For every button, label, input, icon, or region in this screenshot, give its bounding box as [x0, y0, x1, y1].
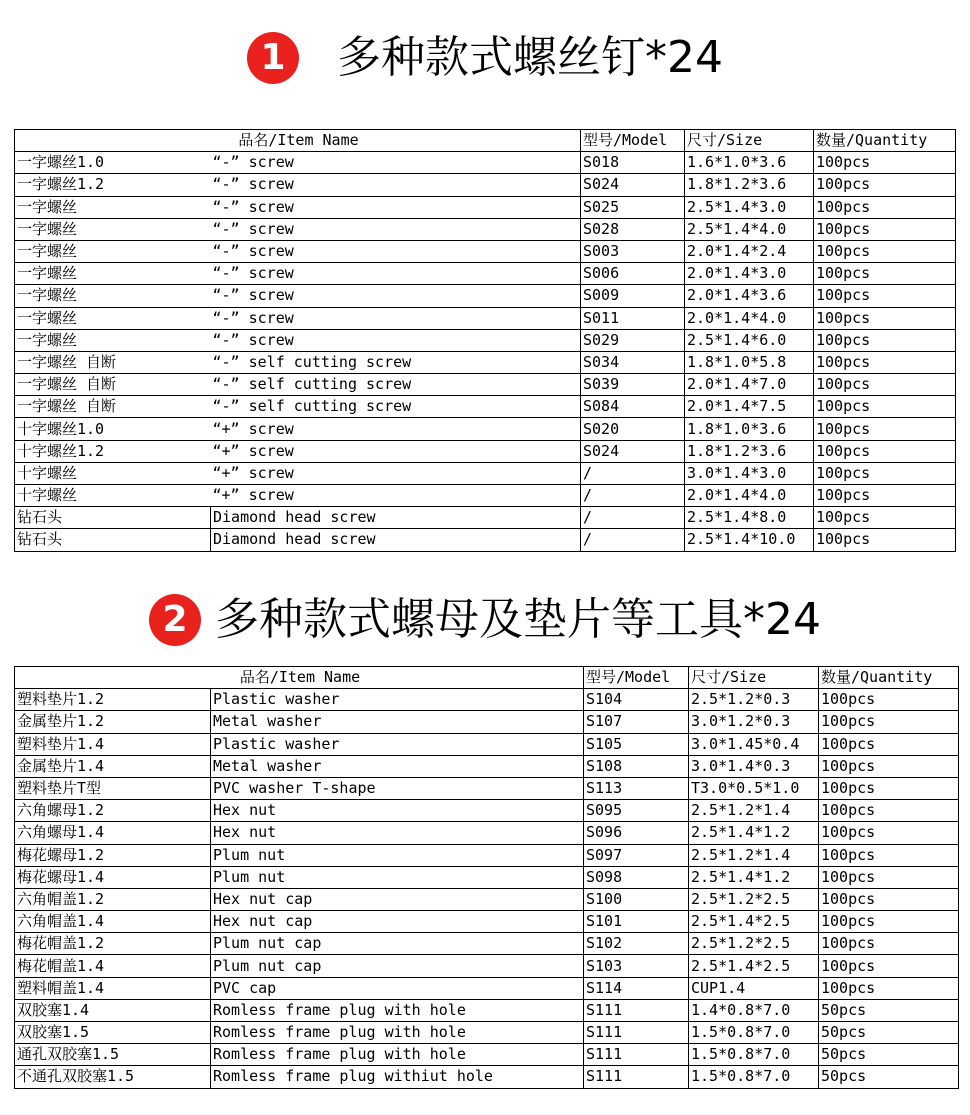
- cell-model: S111: [584, 999, 689, 1021]
- cell-size: 1.8*1.0*5.8: [685, 351, 814, 373]
- cell-size: 2.5*1.2*1.4: [689, 844, 819, 866]
- cell-name-en: Hex nut: [211, 822, 584, 844]
- cell-quantity: 100pcs: [819, 822, 959, 844]
- cell-name-cn: 十字螺丝: [15, 462, 211, 484]
- cell-model: S034: [581, 351, 685, 373]
- table-row: [15, 240, 956, 262]
- cell-name-en: Romless frame plug withiut hole: [211, 1066, 584, 1088]
- cell-name-cn: 塑料帽盖1.4: [15, 977, 211, 999]
- table-row: [15, 351, 956, 373]
- section2-number-badge: 2: [149, 594, 201, 646]
- cell-name-cn: 一字螺丝: [15, 263, 211, 285]
- cell-size: 3.0*1.45*0.4: [689, 733, 819, 755]
- cell-name-cn: 十字螺丝1.2: [15, 440, 211, 462]
- cell-name-en: “-” screw: [211, 152, 581, 174]
- cell-quantity: 100pcs: [814, 218, 956, 240]
- cell-size: 2.0*1.4*7.0: [685, 374, 814, 396]
- cell-name-cn: 六角螺母1.2: [15, 800, 211, 822]
- cell-name-cn: 金属垫片1.2: [15, 711, 211, 733]
- cell-quantity: 100pcs: [819, 955, 959, 977]
- cell-name-en: “+” screw: [211, 418, 581, 440]
- table-row: [15, 733, 959, 755]
- cell-name-en: “+” screw: [211, 485, 581, 507]
- cell-size: 2.5*1.4*2.5: [689, 911, 819, 933]
- table-row: [15, 329, 956, 351]
- cell-name-en: “-” screw: [211, 285, 581, 307]
- cell-model: S039: [581, 374, 685, 396]
- cell-name-en: “+” screw: [211, 440, 581, 462]
- table-row: [15, 977, 959, 999]
- cell-name-en: “-” screw: [211, 240, 581, 262]
- cell-model: S024: [581, 174, 685, 196]
- cell-name-en: Romless frame plug with hole: [211, 1044, 584, 1066]
- cell-name-en: Metal washer: [211, 755, 584, 777]
- cell-size: 3.0*1.4*3.0: [685, 462, 814, 484]
- table-row: [15, 755, 959, 777]
- cell-name-en: Plum nut: [211, 844, 584, 866]
- cell-name-en: Hex nut: [211, 800, 584, 822]
- header-item-name: 品名/Item Name: [15, 130, 581, 152]
- cell-model: S011: [581, 307, 685, 329]
- cell-quantity: 100pcs: [814, 263, 956, 285]
- cell-name-cn: 塑料垫片1.2: [15, 689, 211, 711]
- cell-model: S113: [584, 777, 689, 799]
- cell-model: S024: [581, 440, 685, 462]
- cell-quantity: 100pcs: [814, 440, 956, 462]
- cell-quantity: 50pcs: [819, 1022, 959, 1044]
- cell-name-cn: 一字螺丝: [15, 240, 211, 262]
- cell-model: S097: [584, 844, 689, 866]
- cell-name-cn: 钻石头: [15, 529, 211, 551]
- cell-model: S025: [581, 196, 685, 218]
- cell-size: 2.0*1.4*4.0: [685, 485, 814, 507]
- cell-size: 2.5*1.2*2.5: [689, 888, 819, 910]
- cell-model: S100: [584, 888, 689, 910]
- cell-model: S108: [584, 755, 689, 777]
- table-row: [15, 711, 959, 733]
- table-row: [15, 440, 956, 462]
- table-row: [15, 196, 956, 218]
- cell-size: 2.5*1.2*2.5: [689, 933, 819, 955]
- cell-name-en: Romless frame plug with hole: [211, 1022, 584, 1044]
- cell-size: 1.4*0.8*7.0: [689, 999, 819, 1021]
- cell-name-cn: 一字螺丝: [15, 329, 211, 351]
- table-row: [15, 888, 959, 910]
- cell-name-cn: 不通孔双胶塞1.5: [15, 1066, 211, 1088]
- table-row: [15, 955, 959, 977]
- cell-size: 2.0*1.4*2.4: [685, 240, 814, 262]
- cell-name-cn: 钻石头: [15, 507, 211, 529]
- cell-quantity: 100pcs: [814, 152, 956, 174]
- table-row: [15, 485, 956, 507]
- cell-name-en: “-” screw: [211, 307, 581, 329]
- cell-name-en: “-” self cutting screw: [211, 396, 581, 418]
- cell-size: T3.0*0.5*1.0: [689, 777, 819, 799]
- cell-size: 2.5*1.4*1.2: [689, 822, 819, 844]
- cell-quantity: 100pcs: [814, 374, 956, 396]
- cell-model: /: [581, 485, 685, 507]
- cell-size: 2.0*1.4*7.5: [685, 396, 814, 418]
- cell-model: S101: [584, 911, 689, 933]
- cell-size: 1.8*1.2*3.6: [685, 440, 814, 462]
- cell-quantity: 100pcs: [819, 777, 959, 799]
- table-row: [15, 263, 956, 285]
- cell-quantity: 100pcs: [814, 351, 956, 373]
- cell-size: 2.0*1.4*3.0: [685, 263, 814, 285]
- cell-size: 2.5*1.2*1.4: [689, 800, 819, 822]
- cell-size: 1.5*0.8*7.0: [689, 1066, 819, 1088]
- cell-model: S009: [581, 285, 685, 307]
- cell-quantity: 100pcs: [814, 285, 956, 307]
- cell-name-en: “-” screw: [211, 196, 581, 218]
- cell-size: 2.5*1.4*6.0: [685, 329, 814, 351]
- cell-name-cn: 梅花螺母1.2: [15, 844, 211, 866]
- table-row: [15, 396, 956, 418]
- cell-name-en: “-” self cutting screw: [211, 351, 581, 373]
- table-row: [15, 933, 959, 955]
- cell-name-cn: 六角帽盖1.4: [15, 911, 211, 933]
- cell-quantity: 100pcs: [814, 196, 956, 218]
- cell-model: S084: [581, 396, 685, 418]
- cell-name-cn: 一字螺丝: [15, 285, 211, 307]
- cell-name-en: “-” screw: [211, 263, 581, 285]
- cell-name-en: “-” screw: [211, 218, 581, 240]
- cell-name-cn: 一字螺丝 自断: [15, 374, 211, 396]
- cell-model: S103: [584, 955, 689, 977]
- cell-quantity: 100pcs: [814, 240, 956, 262]
- cell-quantity: 100pcs: [814, 329, 956, 351]
- cell-name-en: Diamond head screw: [211, 529, 581, 551]
- cell-name-en: Plum nut cap: [211, 933, 584, 955]
- cell-name-en: Diamond head screw: [211, 507, 581, 529]
- cell-name-cn: 双胶塞1.4: [15, 999, 211, 1021]
- cell-quantity: 100pcs: [819, 977, 959, 999]
- cell-model: /: [581, 507, 685, 529]
- cell-quantity: 100pcs: [819, 733, 959, 755]
- cell-quantity: 100pcs: [814, 507, 956, 529]
- cell-name-en: “-” screw: [211, 329, 581, 351]
- cell-size: 2.5*1.2*0.3: [689, 689, 819, 711]
- cell-model: S107: [584, 711, 689, 733]
- cell-name-cn: 梅花帽盖1.2: [15, 933, 211, 955]
- cell-model: /: [581, 529, 685, 551]
- cell-model: /: [581, 462, 685, 484]
- cell-model: S006: [581, 263, 685, 285]
- cell-quantity: 100pcs: [819, 755, 959, 777]
- cell-quantity: 100pcs: [814, 462, 956, 484]
- section2-heading: [0, 594, 970, 646]
- cell-size: 1.5*0.8*7.0: [689, 1022, 819, 1044]
- cell-name-cn: 一字螺丝: [15, 218, 211, 240]
- cell-size: 3.0*1.2*0.3: [689, 711, 819, 733]
- cell-name-en: Plastic washer: [211, 689, 584, 711]
- table-row: [15, 374, 956, 396]
- table-row: [15, 866, 959, 888]
- cell-model: S029: [581, 329, 685, 351]
- cell-model: S095: [584, 800, 689, 822]
- cell-quantity: 100pcs: [814, 174, 956, 196]
- cell-name-cn: 梅花螺母1.4: [15, 866, 211, 888]
- cell-name-cn: 一字螺丝: [15, 307, 211, 329]
- header-size: 尺寸/Size: [689, 667, 819, 689]
- cell-quantity: 100pcs: [814, 396, 956, 418]
- cell-name-cn: 梅花帽盖1.4: [15, 955, 211, 977]
- header-size: 尺寸/Size: [685, 130, 814, 152]
- cell-model: S105: [584, 733, 689, 755]
- cell-quantity: 100pcs: [819, 844, 959, 866]
- table-row: [15, 911, 959, 933]
- cell-quantity: 50pcs: [819, 999, 959, 1021]
- cell-model: S104: [584, 689, 689, 711]
- cell-model: S114: [584, 977, 689, 999]
- cell-name-en: “-” self cutting screw: [211, 374, 581, 396]
- table-row: [15, 307, 956, 329]
- nut-washer-table: [14, 666, 959, 1089]
- cell-name-en: Romless frame plug with hole: [211, 999, 584, 1021]
- cell-name-cn: 一字螺丝: [15, 196, 211, 218]
- cell-size: 2.5*1.4*8.0: [685, 507, 814, 529]
- table-row: [15, 1066, 959, 1088]
- cell-model: S020: [581, 418, 685, 440]
- cell-name-cn: 塑料垫片T型: [15, 777, 211, 799]
- header-quantity: 数量/Quantity: [819, 667, 959, 689]
- cell-name-cn: 通孔双胶塞1.5: [15, 1044, 211, 1066]
- cell-model: S096: [584, 822, 689, 844]
- cell-size: 2.5*1.4*10.0: [685, 529, 814, 551]
- section1-heading: [0, 32, 970, 84]
- cell-name-cn: 双胶塞1.5: [15, 1022, 211, 1044]
- cell-name-cn: 金属垫片1.4: [15, 755, 211, 777]
- table-row: [15, 999, 959, 1021]
- cell-size: 1.8*1.2*3.6: [685, 174, 814, 196]
- cell-model: S003: [581, 240, 685, 262]
- table-row: [15, 844, 959, 866]
- cell-model: S111: [584, 1066, 689, 1088]
- cell-name-cn: 六角螺母1.4: [15, 822, 211, 844]
- table-row: [15, 529, 956, 551]
- table-row: [15, 800, 959, 822]
- cell-size: 2.5*1.4*1.2: [689, 866, 819, 888]
- cell-name-en: Plum nut cap: [211, 955, 584, 977]
- cell-name-cn: 一字螺丝 自断: [15, 396, 211, 418]
- cell-quantity: 100pcs: [819, 689, 959, 711]
- cell-name-cn: 一字螺丝1.0: [15, 152, 211, 174]
- header-model: 型号/Model: [584, 667, 689, 689]
- cell-size: 2.0*1.4*4.0: [685, 307, 814, 329]
- table-row: [15, 218, 956, 240]
- cell-name-cn: 六角帽盖1.2: [15, 888, 211, 910]
- table-row: [15, 418, 956, 440]
- cell-model: S018: [581, 152, 685, 174]
- header-quantity: 数量/Quantity: [814, 130, 956, 152]
- cell-quantity: 100pcs: [814, 418, 956, 440]
- cell-size: 3.0*1.4*0.3: [689, 755, 819, 777]
- nut-washer-table-body: [15, 689, 959, 1088]
- cell-name-en: Plastic washer: [211, 733, 584, 755]
- header-item-name: 品名/Item Name: [15, 667, 584, 689]
- header-model: 型号/Model: [581, 130, 685, 152]
- table-row: [15, 1044, 959, 1066]
- screw-table: [14, 129, 956, 552]
- table-row: [15, 689, 959, 711]
- table-row: [15, 462, 956, 484]
- cell-size: 2.5*1.4*3.0: [685, 196, 814, 218]
- cell-name-en: Hex nut cap: [211, 888, 584, 910]
- cell-name-cn: 一字螺丝 自断: [15, 351, 211, 373]
- cell-size: 2.5*1.4*2.5: [689, 955, 819, 977]
- cell-name-en: PVC washer T-shape: [211, 777, 584, 799]
- cell-model: S111: [584, 1022, 689, 1044]
- cell-quantity: 100pcs: [819, 800, 959, 822]
- section1-title: 多种款式螺丝钉*24: [337, 32, 723, 83]
- cell-model: S111: [584, 1044, 689, 1066]
- cell-model: S028: [581, 218, 685, 240]
- cell-size: 2.5*1.4*4.0: [685, 218, 814, 240]
- cell-quantity: 100pcs: [819, 711, 959, 733]
- section1-number-badge: 1: [247, 32, 299, 84]
- cell-name-en: “+” screw: [211, 462, 581, 484]
- cell-quantity: 50pcs: [819, 1066, 959, 1088]
- cell-model: S102: [584, 933, 689, 955]
- table-row: [15, 507, 956, 529]
- cell-model: S098: [584, 866, 689, 888]
- cell-size: 1.8*1.0*3.6: [685, 418, 814, 440]
- table-header-row: [15, 130, 956, 152]
- cell-name-en: PVC cap: [211, 977, 584, 999]
- table-row: [15, 174, 956, 196]
- cell-name-en: Plum nut: [211, 866, 584, 888]
- cell-size: 1.6*1.0*3.6: [685, 152, 814, 174]
- cell-name-en: “-” screw: [211, 174, 581, 196]
- table-row: [15, 1022, 959, 1044]
- cell-quantity: 100pcs: [819, 866, 959, 888]
- cell-quantity: 100pcs: [819, 888, 959, 910]
- cell-size: 1.5*0.8*7.0: [689, 1044, 819, 1066]
- cell-quantity: 100pcs: [819, 911, 959, 933]
- cell-name-cn: 塑料垫片1.4: [15, 733, 211, 755]
- cell-name-cn: 十字螺丝1.0: [15, 418, 211, 440]
- cell-name-en: Hex nut cap: [211, 911, 584, 933]
- cell-quantity: 100pcs: [814, 485, 956, 507]
- table-row: [15, 152, 956, 174]
- cell-quantity: 100pcs: [819, 933, 959, 955]
- cell-name-cn: 一字螺丝1.2: [15, 174, 211, 196]
- section2-title: 多种款式螺母及垫片等工具*24: [215, 594, 821, 645]
- cell-size: 2.0*1.4*3.6: [685, 285, 814, 307]
- cell-name-en: Metal washer: [211, 711, 584, 733]
- table-row: [15, 822, 959, 844]
- cell-name-cn: 十字螺丝: [15, 485, 211, 507]
- screw-table-body: [15, 152, 956, 551]
- cell-size: CUP1.4: [689, 977, 819, 999]
- cell-quantity: 100pcs: [814, 307, 956, 329]
- cell-quantity: 50pcs: [819, 1044, 959, 1066]
- cell-quantity: 100pcs: [814, 529, 956, 551]
- table-header-row: [15, 667, 959, 689]
- table-row: [15, 777, 959, 799]
- table-row: [15, 285, 956, 307]
